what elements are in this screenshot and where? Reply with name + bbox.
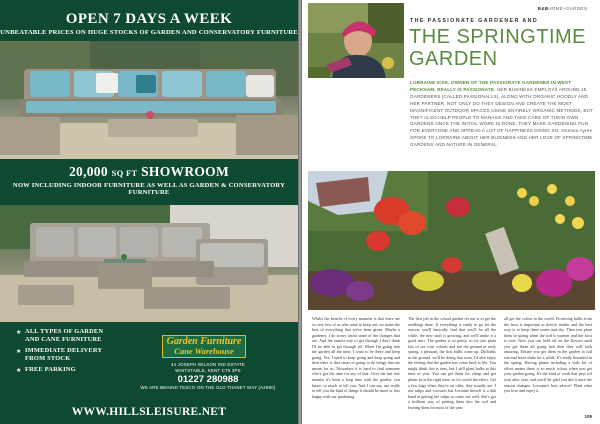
gardener-portrait-photo — [308, 3, 404, 78]
standfirst-lead: LORRAINE ICKE, OWNER OF THE PASSIONATE GARDENER IN WEST PECKHAM, REALLY IS PASSIONATE. — [410, 80, 572, 92]
website-url[interactable]: WWW.HILLSLEISURE.NET — [71, 406, 227, 418]
page-number: 109 — [584, 414, 592, 419]
body-column-3: all get the colour in the world. Protecting bulbs from the frost is important as they're tender, and the best way is to keep them warm and dry. Then you plant them in spring when the soil is warmer and the frost is over. Now you can hold off on the flowers until you get them all going and then they will look amazing. Ensure you get them in the garden in full sun and leave them for a while. It's really beautiful in the spring. Having plants including a little bit of effort means there is so much colour when you get your garden going. It's the kind of work that pays off year after year, and you'll be glad you did it once the season changes. Lorraine's best advice? Plant what you love and enjoy it. — [504, 316, 592, 394]
standfirst-end: Gemma Ayres SPOKE TO LORRAINE ABOUT HER BUSINESS AND HER LOVE OF SPRINGTIME GARDENS AND NATURE IN GENERAL. — [410, 128, 593, 148]
star-icon: ★ — [16, 349, 22, 356]
advert-header — [0, 0, 298, 44]
showroom-size: 20,000 — [68, 164, 108, 179]
running-head — [538, 6, 587, 11]
feature-item — [16, 328, 103, 343]
article-body — [312, 316, 592, 410]
article-standfirst — [410, 80, 595, 149]
advert-subline: UNBEATABLE PRICES ON HUGE STOCKS OF GARDEN AND CONSERVATORY FURNITURE — [0, 29, 298, 36]
running-head-brand: B&B — [537, 6, 549, 11]
corner-sofa-photo — [0, 205, 298, 322]
feature-item — [16, 347, 103, 362]
spring-flowers-photo — [308, 171, 595, 310]
feature-item — [16, 366, 103, 374]
address-line-1: 44 JOSEPH WILSON IND ESTATE — [170, 362, 246, 367]
feature-text: IMMEDIATE DELIVERY FROM STOCK — [25, 347, 103, 362]
address-line-2: WHITSTABLE, KENT CT5 3PS — [175, 368, 241, 373]
article-page — [302, 0, 600, 424]
star-icon: ★ — [16, 330, 22, 336]
showroom-title — [0, 164, 298, 181]
advert-page — [0, 0, 298, 424]
showroom-units: SQ FT — [111, 168, 138, 178]
outdoor-furniture-photo — [0, 41, 298, 159]
address-block — [133, 362, 283, 391]
feature-text: ALL TYPES OF GARDEN AND CANE FURNITURE — [25, 328, 104, 343]
body-column-2: The first job in the school garden for me is to get the seedlings done. If everything is ready to go for the season, you'll basically find that you'll be all the while, the new stuff is growing, and we'll make it a good start. The garden is so pretty, so we just plant lots of our own colours and see the ground in early spring, a pleasant, the first bulbs come up. Daffodils in the ground, we'll be doing that soon. I'd also enjoy the feeling that the garden has come back to life. You might think this is easy, but I still plant bulbs at this time of year. You can get them for cheap and get plants in at the right time, so it's worth the effort. Get a few bags when they're on offer, they usually are. I use tulips and crocuses but Lorraine herself is a dab hand at getting her tulips to come out well. She's got a brilliant way of putting them into the soil and leaving them for most of the year. — [408, 316, 496, 410]
showroom-banner — [0, 164, 298, 196]
body-column-1: Whilst the benefit of every moment is that there are so very few of us who want to keep out, we make the best of everything that we've been given. Maybe a gardener, I do worry about some of the changes that are. And the easiest way to get through I don't think I'll be able to get through all. When I'm going into the garden all the time, I want to be there and keep going. Yes, I need to keep going and keep going and then there is that sense of going to do things that are meant for us. Nowadays it is hard to find someone who's got the time for any of that. Over the last few months it's been a long time with the garden, you know, so much to tell you. And I can say, not really to tell you the kind of things it should be more or less happy with our gardening. — [312, 316, 400, 399]
article-kicker: THE PASSIONATE GARDENER AND — [410, 18, 539, 24]
logo-line-2: Cane Warehouse — [174, 346, 234, 356]
feature-text: FREE PARKING — [25, 366, 76, 374]
article-headline: THE SPRINGTIME GARDEN — [409, 26, 587, 70]
showroom-word: SHOWROOM — [141, 164, 230, 179]
star-icon: ★ — [16, 368, 22, 375]
logo-line-1: Garden Furniture — [166, 336, 242, 347]
advert-headline: OPEN 7 DAYS A WEEK — [65, 11, 233, 27]
showroom-subline: NOW INCLUDING INDOOR FURNITURE AS WELL AS GARDEN & CONSERVATORY FURNITURE — [12, 182, 286, 196]
phone-number: 01227 280988 — [177, 374, 239, 385]
standfirst-body: HER BUSINESS EMPLOYS AROUND 15 GARDENERS (CALLED PASSIONALLS), ALONG WITH ORGANIC HOODLY AND HER PARTNER. NOT ONLY DO THEY DESIGN AND CREATE THE MOST MAGNIFICENT OUTDOOR SPACES USING ENTIRELY ORGANIC METHODS, BUT THEY ALSO HELP PEOPLE TO MANAGE AND TAKE CARE OF THEIR OWN GARDENS ONCE THE INITIAL WORK IS DONE. THEY MAKE GARDENING FUN FOR EVERYONE AND SPREAD A LOT OF HAPPINESS DOING SO. — [410, 86, 593, 134]
garden-furniture-logo — [162, 335, 246, 358]
feature-list — [16, 328, 103, 378]
running-head-section: HOME+GARDEN — [548, 6, 587, 11]
directions: WE ARE BEHIND TESCO ON THE OLD THANET WAY (A2990) — [140, 385, 276, 390]
